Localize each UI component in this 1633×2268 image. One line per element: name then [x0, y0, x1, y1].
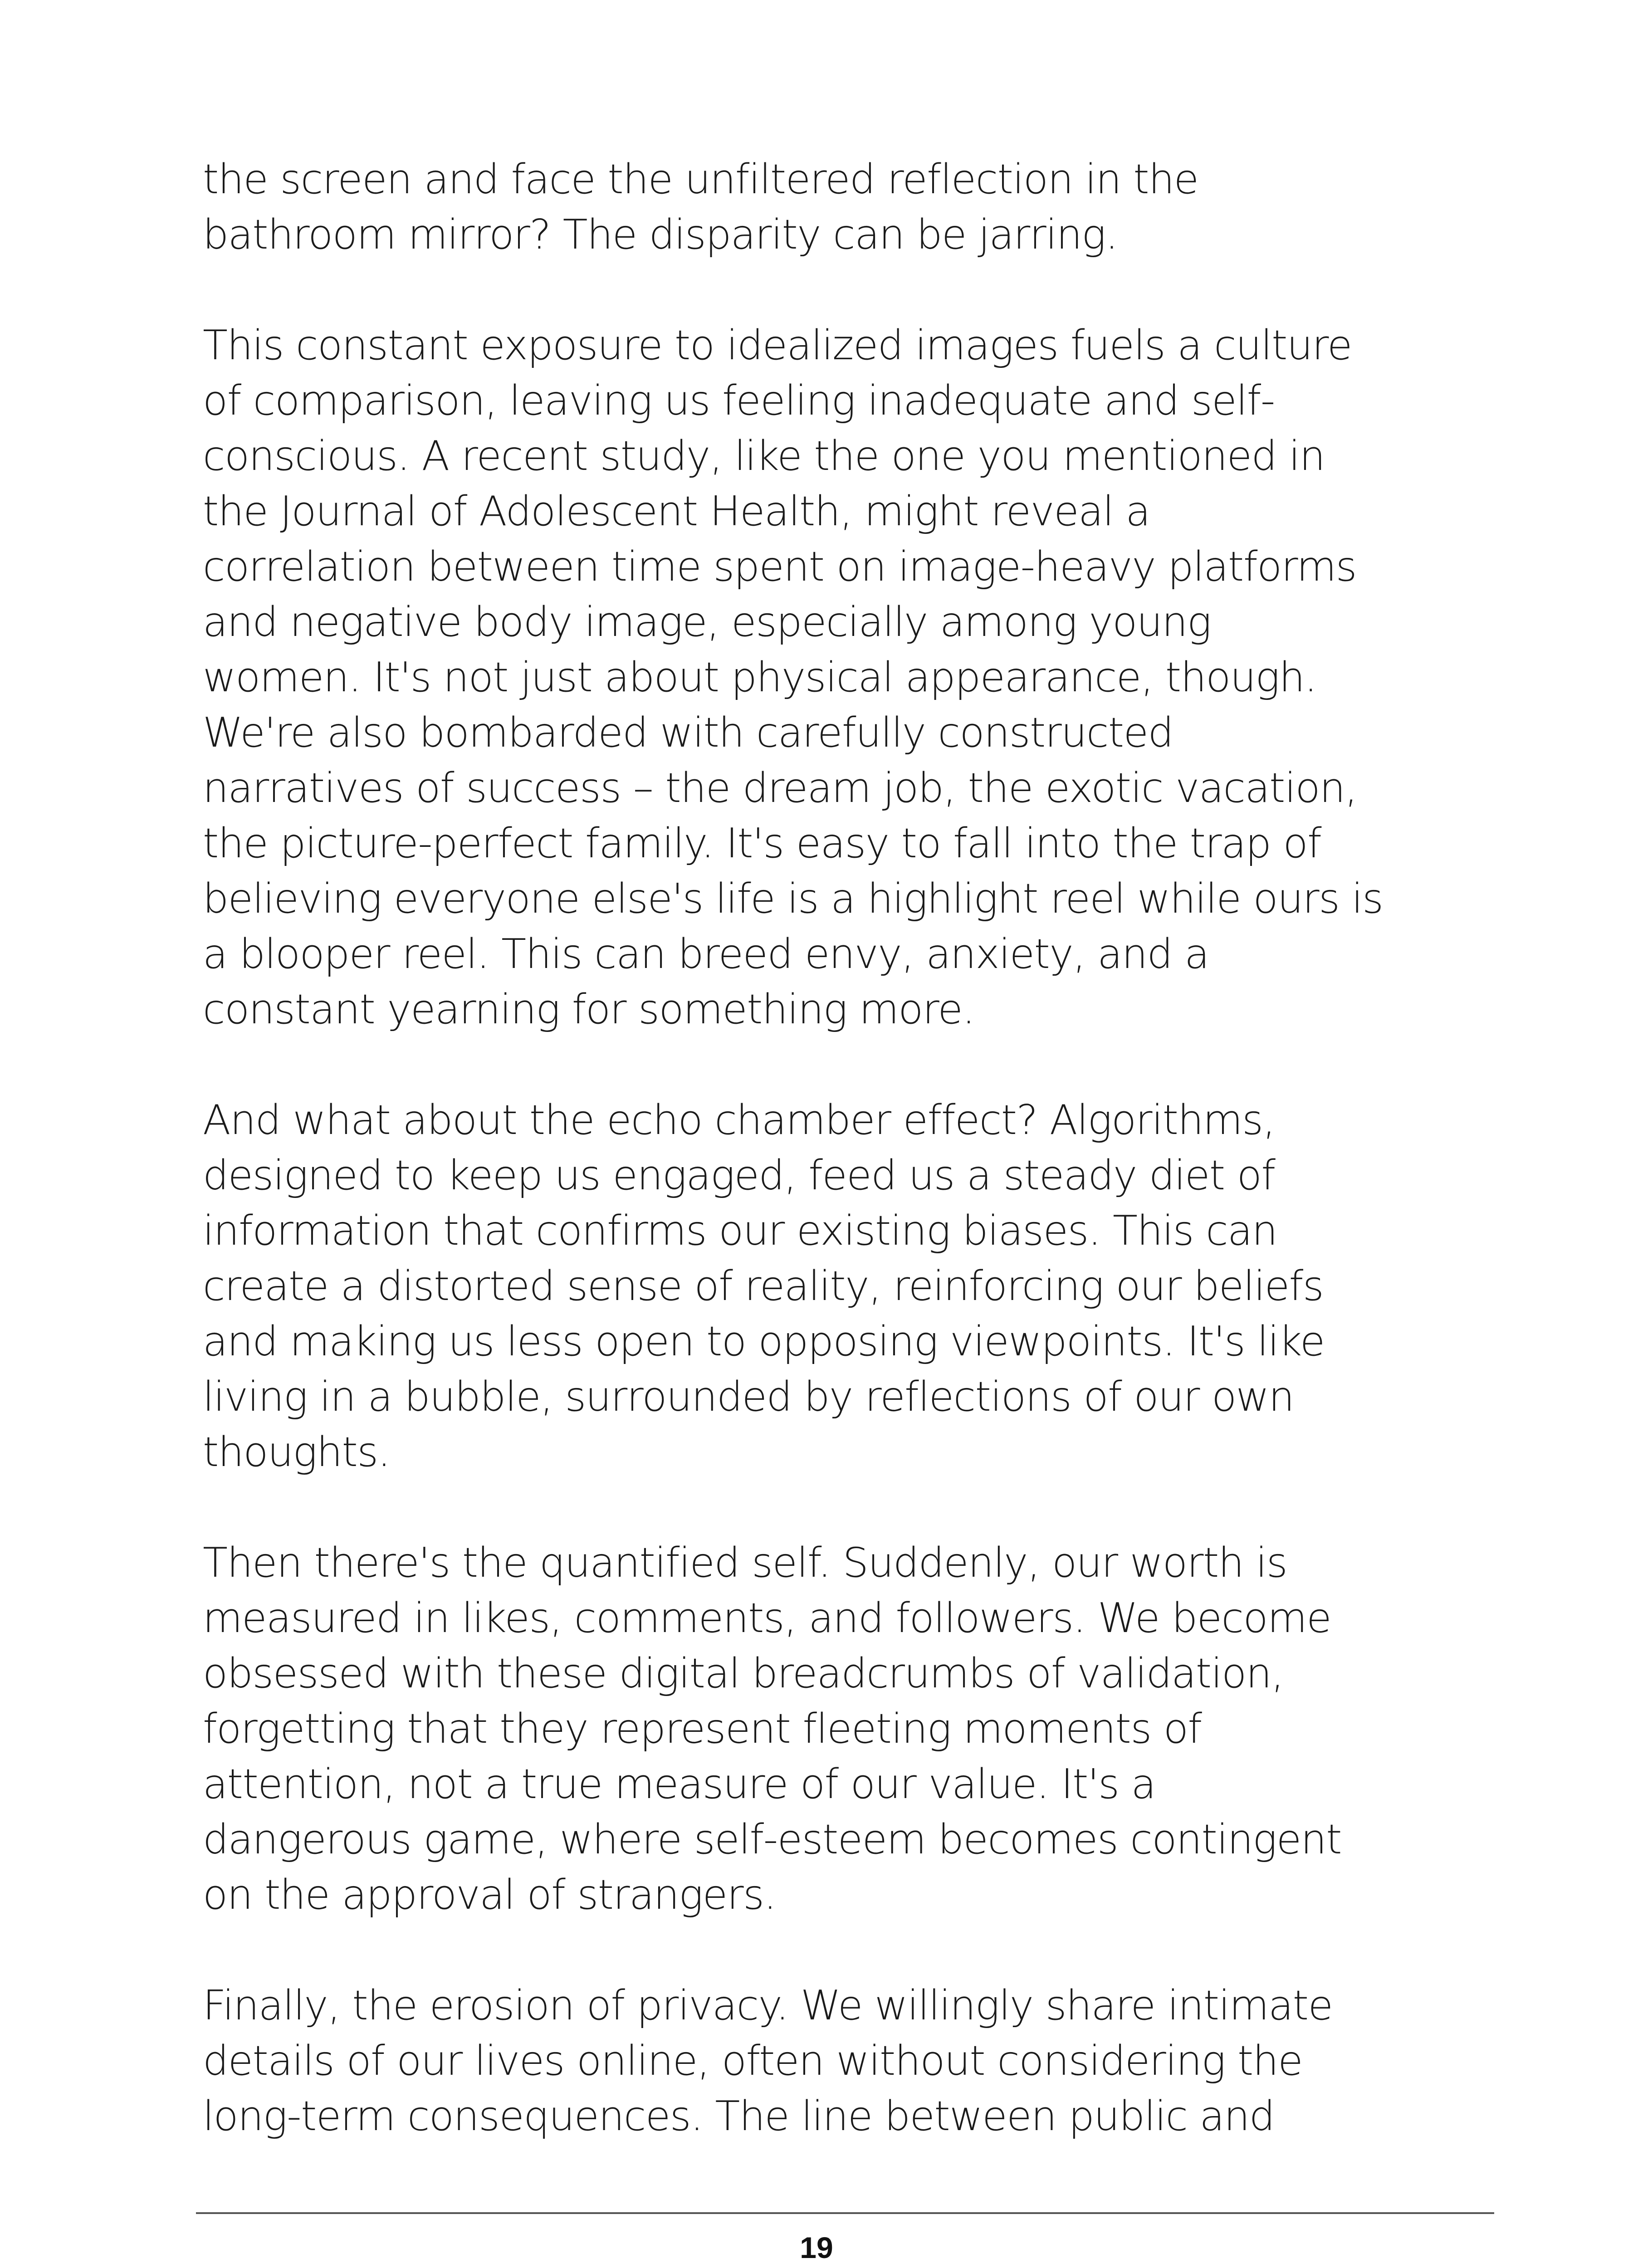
text-line: details of our lives online, often without considering the [203, 2037, 1303, 2085]
paragraph-gap [203, 1037, 1518, 1093]
paragraph-gap [203, 1480, 1518, 1535]
text-line: believing everyone else's life is a highlight reel while ours is [203, 875, 1383, 923]
text-line: and making us less open to opposing viewpoints. It's like [203, 1318, 1325, 1365]
page-number: 19 [800, 2231, 833, 2264]
text-line: Then there's the quantified self. Suddenly, our worth is [203, 1539, 1287, 1587]
text-line: measured in likes, comments, and followers. We become [203, 1594, 1331, 1642]
text-line: conscious. A recent study, like the one you mentioned in [203, 432, 1325, 480]
text-line: create a distorted sense of reality, reinforcing our beliefs [203, 1262, 1324, 1310]
text-line: women. It's not just about physical appearance, though. [203, 654, 1317, 701]
text-line: constant yearning for something more. [203, 986, 975, 1033]
text-line: And what about the echo chamber effect? Algorithms, [203, 1096, 1275, 1144]
text-line: and negative body image, especially among young [203, 598, 1211, 646]
text-line: Finally, the erosion of privacy. We willingly share intimate [203, 1982, 1333, 2029]
text-line: information that confirms our existing biases. This can [203, 1207, 1277, 1255]
text-line: correlation between time spent on image-heavy platforms [203, 543, 1357, 591]
text-line: forgetting that they represent fleeting moments of [203, 1705, 1202, 1753]
footer-rule [196, 2212, 1494, 2214]
text-line: the Journal of Adolescent Health, might reveal a [203, 488, 1150, 535]
text-line: the screen and face the unfiltered reflection in the [203, 156, 1198, 203]
text-line: a blooper reel. This can breed envy, anxiety, and a [203, 930, 1209, 978]
paragraph [203, 1093, 1518, 1480]
text-line: dangerous game, where self-esteem becomes contingent [203, 1816, 1341, 1863]
text-line: thoughts. [203, 1428, 390, 1476]
paragraph-gap [203, 263, 1518, 318]
paragraph-gap [203, 1923, 1518, 1978]
text-line: long-term consequences. The line between public and [203, 2092, 1275, 2140]
text-line: on the approval of strangers. [203, 1871, 776, 1919]
paragraph [203, 318, 1518, 1037]
text-line: designed to keep us engaged, feed us a steady diet of [203, 1152, 1275, 1199]
paragraph [203, 152, 1518, 263]
body-text [203, 152, 1518, 2144]
text-line: of comparison, leaving us feeling inadequate and self- [203, 377, 1275, 425]
paragraph [203, 1535, 1518, 1923]
text-line: This constant exposure to idealized images fuels a culture [203, 322, 1352, 369]
paragraph [203, 1978, 1518, 2144]
text-line: attention, not a true measure of our value. It's a [203, 1760, 1156, 1808]
text-line: We're also bombarded with carefully constructed [203, 709, 1173, 757]
text-line: the picture-perfect family. It's easy to fall into the trap of [203, 820, 1321, 867]
text-line: bathroom mirror? The disparity can be jarring. [203, 211, 1118, 259]
text-line: living in a bubble, surrounded by reflections of our own [203, 1373, 1294, 1421]
text-line: narratives of success – the dream job, the exotic vacation, [203, 764, 1357, 812]
text-line: obsessed with these digital breadcrumbs of validation, [203, 1650, 1284, 1697]
